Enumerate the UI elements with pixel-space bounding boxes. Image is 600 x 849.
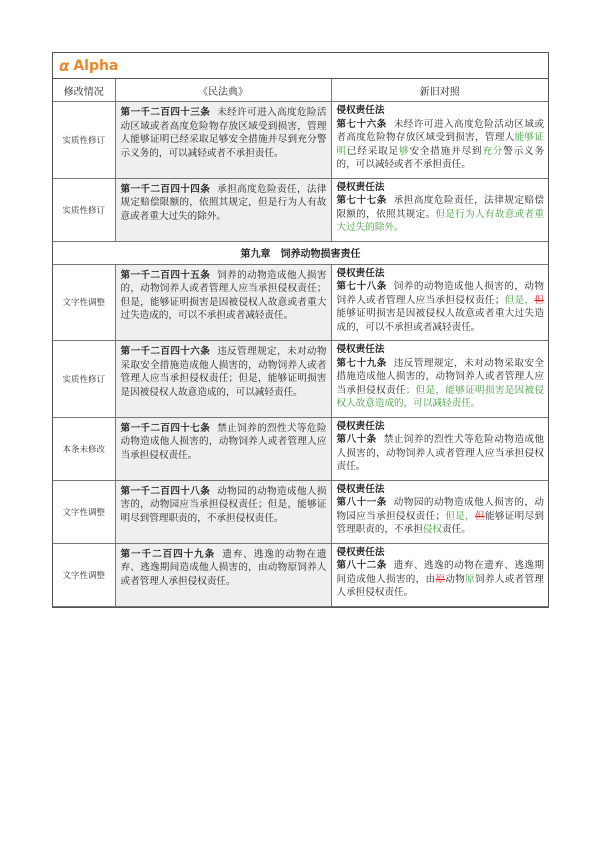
civil-code-article bbox=[115, 264, 331, 341]
revision-type: 实质性修订 bbox=[53, 178, 115, 241]
table-row bbox=[53, 264, 548, 341]
deleted-text: 但 bbox=[475, 510, 485, 522]
civil-code-cell bbox=[116, 544, 331, 595]
civil-code-cell bbox=[116, 179, 331, 230]
brand-name: Alpha bbox=[73, 57, 119, 74]
changed-text: ；但是，能够证明损害是因被侵权人故意造成的，可以减轻责任。 bbox=[336, 384, 545, 409]
revision-type: 文字性调整 bbox=[53, 264, 115, 341]
tort-law-cell bbox=[332, 102, 549, 178]
tort-law-cell bbox=[332, 341, 549, 417]
comparison-table bbox=[53, 79, 548, 607]
revision-type: 实质性修订 bbox=[53, 102, 115, 179]
article-text: 承担高度危险责任，法律规定赔偿限额的，依照其规定。 bbox=[336, 195, 545, 220]
tort-law-article bbox=[331, 480, 548, 543]
civil-code-article bbox=[115, 480, 331, 543]
tort-law-article bbox=[331, 178, 548, 241]
tort-law-article bbox=[331, 264, 548, 341]
chapter-heading bbox=[53, 241, 548, 264]
tort-law-cell bbox=[332, 179, 549, 241]
article-number: 第七十七条 bbox=[336, 195, 387, 206]
tort-law-cell bbox=[332, 418, 549, 480]
article-number: 第七十八条 bbox=[336, 281, 387, 292]
article-text: 未经许可进入高度危险活动区域或者高度危险物存放区域受到损害，管理人 bbox=[336, 118, 545, 143]
chapter-row bbox=[53, 241, 548, 264]
table-row bbox=[53, 178, 548, 241]
column-header-type: 修改情况 bbox=[53, 79, 115, 102]
article-text: 遗弃、逃逸的动物在遗弃、逃逸期间造成他人损害的，由动物原饲养人或者管理人承担侵权责任。 bbox=[120, 548, 327, 587]
article-number: 第一千二百四十八条 bbox=[120, 485, 211, 497]
article-number: 第一千二百四十九条 bbox=[120, 548, 216, 560]
article-number: 第八十条 bbox=[336, 434, 377, 445]
article-text: 责任。 bbox=[442, 524, 471, 535]
civil-code-article bbox=[115, 178, 331, 241]
civil-code-cell bbox=[116, 102, 331, 166]
article-text: 警示义务的，可以减轻或者不承担责任。 bbox=[336, 145, 545, 170]
alpha-logo-icon: α bbox=[59, 56, 70, 75]
article-number: 第八十一条 bbox=[336, 497, 387, 508]
table-row bbox=[53, 543, 548, 606]
revision-type: 本条未修改 bbox=[53, 417, 115, 480]
tort-law-cell bbox=[332, 265, 549, 341]
table-row bbox=[53, 480, 548, 543]
revision-type: 文字性调整 bbox=[53, 480, 115, 543]
tort-law-cell bbox=[332, 481, 549, 543]
article-number: 第一千二百四十六条 bbox=[120, 346, 211, 357]
changed-text: 够 bbox=[399, 145, 410, 157]
article-text: 遗弃、逃逸的动物在遗弃、逃逸期间造成他人损害的，由 bbox=[336, 560, 545, 585]
table-row bbox=[53, 341, 548, 418]
civil-code-article bbox=[115, 102, 331, 179]
law-name: 侵权责任法 bbox=[336, 105, 385, 116]
tort-law-cell bbox=[332, 544, 549, 606]
changed-text: 能够证明 bbox=[336, 132, 545, 157]
article-text: 动物园的动物造成他人损害的，动物园应当承担侵权责任；但是，能够证明尽到管理职责的，不承担侵权责任。 bbox=[120, 485, 327, 524]
table-header-row bbox=[53, 79, 548, 102]
law-name: 侵权责任法 bbox=[336, 420, 385, 432]
civil-code-cell bbox=[116, 341, 331, 405]
civil-code-cell bbox=[116, 265, 331, 329]
law-name: 侵权责任法 bbox=[336, 546, 385, 558]
deleted-text: 原 bbox=[435, 573, 446, 585]
tort-law-article bbox=[331, 102, 548, 179]
changed-text: 但是行为人有故意或者重大过失的除外。 bbox=[336, 208, 544, 233]
article-text: 饲养的动物造成他人损害的，动物饲养人或者管理人应当承担侵权责任；但是，能够证明损害是因被侵权人故意或者重大过失造成的，可以不承担或者减轻责任。 bbox=[120, 269, 327, 321]
article-number: 第七十九条 bbox=[336, 357, 387, 369]
table-row bbox=[53, 102, 548, 179]
article-text: 能够证明损害是因被侵权人故意或者重大过失造成的，可以不承担或者减轻责任。 bbox=[336, 308, 544, 333]
revision-type: 文字性调整 bbox=[53, 543, 115, 606]
article-text: 已经采取足 bbox=[346, 145, 400, 157]
tort-law-article bbox=[331, 543, 548, 606]
article-text: 禁止饲养的烈性犬等危险动物造成他人损害的，动物饲养人或者管理人应当承担侵权责任。 bbox=[120, 422, 327, 461]
changed-text: 充分 bbox=[482, 145, 504, 157]
chapter-number: 第九章 bbox=[240, 249, 271, 260]
article-number: 第一千二百四十三条 bbox=[120, 107, 211, 118]
article-text: 禁止饲养的烈性犬等危险动物造成他人损害的，动物饲养人或者管理人应当承担侵权责任。 bbox=[336, 434, 545, 472]
brand-header bbox=[53, 53, 548, 79]
changed-text: 但是， bbox=[445, 510, 476, 522]
changed-text: 原 bbox=[465, 573, 476, 585]
table-row bbox=[53, 417, 548, 480]
changed-text: 侵权 bbox=[422, 524, 443, 535]
article-text: 动物园的动物造成他人损害的，动物园应当承担侵权责任； bbox=[336, 497, 545, 522]
article-number: 第一千二百四十七条 bbox=[120, 422, 211, 434]
article-text: 饲养的动物造成他人损害的，动物饲养人或者管理人应当承担侵权责任； bbox=[336, 281, 545, 306]
article-text: 动物 bbox=[445, 573, 466, 585]
civil-code-article bbox=[115, 543, 331, 606]
law-name: 侵权责任法 bbox=[336, 267, 385, 279]
article-number: 第七十六条 bbox=[336, 118, 387, 130]
article-text: 承担高度危险责任，法律规定赔偿限额的，依照其规定，但是行为人有故意或者重大过失的除外。 bbox=[120, 183, 327, 222]
article-text: 未经许可进入高度危险活动区域或者高度危险物存放区域受到损害，管理人能够证明已经采取足够安全措施并尽到充分警示义务的，可以减轻或者不承担责任。 bbox=[120, 107, 327, 159]
deleted-text: 但 bbox=[534, 294, 545, 306]
law-name: 侵权责任法 bbox=[336, 344, 385, 355]
civil-code-cell bbox=[116, 481, 331, 532]
revision-type: 实质性修订 bbox=[53, 341, 115, 418]
tort-law-article bbox=[331, 341, 548, 418]
article-text: 能够证明尽到管理职责的，不承担 bbox=[336, 510, 545, 535]
tort-law-article bbox=[331, 417, 548, 480]
article-number: 第八十二条 bbox=[336, 560, 387, 571]
article-text: 违反管理规定，未对动物采取安全措施造成他人损害的，动物饲养人或者管理人应当承担侵权责任 bbox=[336, 357, 545, 396]
civil-code-article bbox=[115, 341, 331, 418]
article-text: 饲养人或者管理人承担侵权责任。 bbox=[336, 573, 545, 598]
civil-code-article bbox=[115, 417, 331, 480]
changed-text: 但是， bbox=[504, 294, 535, 306]
law-name: 侵权责任法 bbox=[336, 181, 385, 193]
civil-code-cell bbox=[116, 418, 331, 469]
chapter-title: 饲养动物损害责任 bbox=[280, 249, 361, 260]
article-text: 违反管理规定，未对动物采取安全措施造成他人损害的，动物饲养人或者管理人应当承担侵权责任；但是，能够证明损害是因被侵权人故意造成的，可以减轻责任。 bbox=[120, 346, 327, 398]
comparison-sheet bbox=[52, 52, 549, 608]
article-number: 第一千二百四十四条 bbox=[120, 183, 211, 195]
column-header-old: 《民法典》 bbox=[115, 79, 331, 102]
article-text: 安全措施并尽到 bbox=[409, 145, 483, 157]
article-number: 第一千二百四十五条 bbox=[120, 269, 211, 281]
law-name: 侵权责任法 bbox=[336, 483, 385, 495]
column-header-new: 新旧对照 bbox=[331, 79, 548, 102]
